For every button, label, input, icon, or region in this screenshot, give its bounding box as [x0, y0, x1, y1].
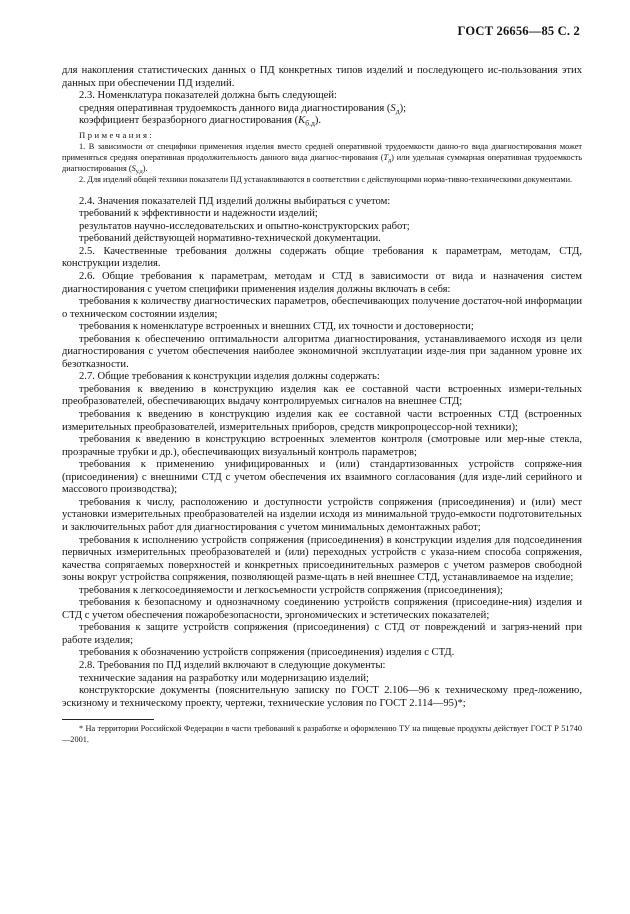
note-2: 2. Для изделий общей техники показатели ПД устанавливаются в соответствии с действующими норма-тивно-техническими документами.: [79, 174, 573, 184]
paragraph: требований к эффективности и надежности изделий;: [79, 208, 318, 220]
paragraph: требования к безопасному и однозначному соединению устройств сопряжения (присоедине-ния) изделия и СТД с учетом обеспечения пожаробезопасности, эргономических и эстетических показателей;: [62, 597, 582, 621]
paragraph-continuation: для накопления статистических данных о ПД конкретных типов изделий и последующего ис-пользования этих данных при обеспечении ПД изделий.: [62, 65, 582, 89]
paragraph: требования к номенклатуре встроенных и внешних СТД, их точности и достоверности;: [79, 321, 474, 333]
note-1: 1. В зависимости от специфики применения изделия вместо средней оперативной трудоемкости данно-го вида диагностирования может применяться средняя оперативная продолжительность данного вида диагнос-тирования $(T_д)$ или удельная суммарная оперативная трудоемкость диагностирования $(S_{у.д})$.: [62, 141, 582, 175]
document-body: [62, 65, 582, 710]
paragraph: требования к обозначению устройств сопряжения (присоединения) изделия с СТД.: [79, 647, 455, 659]
paragraph: требования к защите устройств сопряжения (присоединения) с СТД от повреждений и загряз-нений при работе изделия;: [62, 622, 582, 646]
paragraph: требования к введению в конструкцию изделия как ее составной части встроенных СТД (встроенных измерительных преобразователей, измерительных приборов, средств микропроцессор-ной техники);: [62, 409, 582, 433]
paragraph: требования к введению в конструкцию встроенных элементов контроля (смотровые или мер-ные стекла, прозрачные трубки и др.), обеспечивающих визуальный контроль параметров;: [62, 434, 582, 458]
notes-block: [62, 130, 582, 185]
paragraph: 2.7. Общие требования к конструкции изделия должны содержать:: [79, 371, 380, 383]
document-page: [62, 24, 582, 745]
paragraph: 2.6. Общие требования к параметрам, методам и СТД в зависимости от вида и назначения систем диагностирования с учетом специфики применения изделия должны включать в себя:: [62, 271, 582, 295]
nomenclature-item-2: коэффициент безразборного диагностирования $(K_{б.д})$.: [79, 115, 322, 128]
paragraph: 2.4. Значения показателей ПД изделий должны выбираться с учетом:: [79, 195, 391, 207]
paragraph: требования к количеству диагностических параметров, обеспечивающих получение достаточ-ной информации о техническом состоянии изделия;: [62, 296, 582, 320]
paragraph: требования к введению в конструкцию изделия как ее составной части встроенных измери-тельных преобразователей, обеспечивающих выдачу контролируемых сигналов на внешнее СТД;: [62, 383, 582, 408]
paragraph: результатов научно-исследовательских и опытно-конструкторских работ;: [79, 220, 410, 232]
page-header: ГОСТ 26656—85 С. 2: [457, 24, 580, 38]
paragraph: конструкторские документы (пояснительную записку по ГОСТ 2.106—96 к техническому пред-ложению, эскизному и техническому проекту, чертежи, технические условия по ГОСТ 2.114—95)*;: [62, 685, 582, 709]
paragraph: 2.8. Требования по ПД изделий включают в следующие документы:: [79, 659, 386, 671]
footnote-divider: [62, 719, 154, 720]
footnote-text: * На территории Российской Федерации в части требований к разработке и оформлению ТУ на пищевые продукты действует ГОСТ Р 51740—2001.: [62, 724, 582, 745]
paragraph: требования к числу, расположению и доступности устройств сопряжения (присоединения) и (или) мест установки измерительных преобразователей на изделии исходя из минимальной трудо-емкости подготовительных и заключительных работ для диагностирования с учетом минимальных демонтажных работ;: [62, 496, 582, 533]
paragraph-list: [62, 196, 582, 710]
notes-title: Примечания:: [79, 129, 155, 140]
paragraph: требования к исполнению устройств сопряжения (присоединения) в конструкции изделия для подсоединения первичных измерительных преобразователей и (или) переходных устройств с указа-нием способа сопряжения, качества сопрягаемых поверхностей и конкретных присоединительных размеров с учетом размеров свободной зоны вокруг устройства сопряжения, позволяющей разме-щать в ней внешнее СТД, устанавливаемое на изделие;: [62, 534, 582, 584]
nomenclature-item-1: средняя оперативная трудоемкость данного вида диагностирования $(S_д)$;: [79, 102, 407, 116]
paragraph-2-3: 2.3. Номенклатура показателей должна быть следующей:: [79, 90, 337, 102]
paragraph: требования к применению унифицированных и (или) стандартизованных устройств сопряже-ния (присоединения) с внешними СТД с учетом обеспечения их взаимного согласования (для изде-лий серийного и массового производства);: [62, 459, 582, 496]
footnote-block: [62, 723, 582, 745]
paragraph: требования к легкосоединяемости и легкосъемности устройств сопряжения (присоединения);: [79, 584, 503, 596]
paragraph: технические задания на разработку или модернизацию изделий;: [79, 672, 369, 684]
paragraph: требования к обеспечению оптимальности алгоритма диагностирования, устанавливаемого исходя из цели диагностирования с учетом обеспечения наиболее экономичной эксплуатации изде-лия при заданном уровне их безотказности.: [62, 333, 582, 370]
paragraph: 2.5. Качественные требования должны содержать общие требования к параметрам, методам, СТД, конструкции изделия.: [62, 245, 582, 270]
paragraph: требований действующей нормативно-технической документации.: [79, 233, 381, 245]
